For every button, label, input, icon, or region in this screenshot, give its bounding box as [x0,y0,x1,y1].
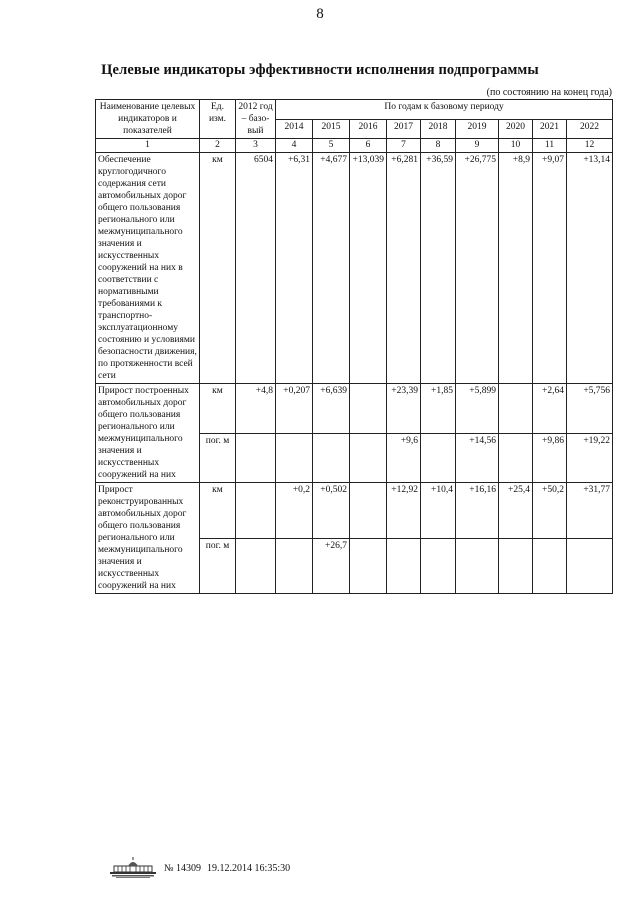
column-numbers-row [96,139,613,153]
column-number: 2 [200,139,236,153]
indicators-table [95,99,613,594]
column-number: 5 [313,139,350,153]
header-year: 2020 [499,119,533,139]
year-value-cell [387,538,421,594]
column-number: 8 [421,139,456,153]
footer-doc-number: № 14309 [164,862,202,874]
page-number: 8 [316,6,324,22]
header-year: 2015 [313,119,350,139]
table-row [96,153,613,384]
year-value-cell: +9,6 [387,433,421,483]
year-value-cell: +4,677 [313,153,350,384]
header-year: 2018 [421,119,456,139]
year-value-cell [499,433,533,483]
column-number: 1 [96,139,200,153]
year-value-cell: +16,16 [456,483,499,539]
year-value-cell [499,384,533,434]
year-value-cell: +36,59 [421,153,456,384]
unit-cell: км [200,384,236,434]
header-year: 2019 [456,119,499,139]
column-number: 10 [499,139,533,153]
base-value-cell: 6504 [236,153,276,384]
year-value-cell: +14,56 [456,433,499,483]
footer-datetime: 19.12.2014 16:35:30 [207,862,291,874]
year-value-cell: +19,22 [567,433,613,483]
year-value-cell: +9,86 [533,433,567,483]
year-value-cell [350,384,387,434]
header-year: 2016 [350,119,387,139]
year-value-cell [456,538,499,594]
header-year: 2022 [567,119,613,139]
year-value-cell: +13,039 [350,153,387,384]
column-number: 12 [567,139,613,153]
year-value-cell: +13,14 [567,153,613,384]
year-value-cell: +8,9 [499,153,533,384]
base-value-cell [236,433,276,483]
year-value-cell: +6,31 [276,153,313,384]
year-value-cell: +5,756 [567,384,613,434]
year-value-cell: +0,502 [313,483,350,539]
year-value-cell: +9,07 [533,153,567,384]
column-number: 11 [533,139,567,153]
column-number: 9 [456,139,499,153]
year-value-cell [567,538,613,594]
year-value-cell [350,433,387,483]
document-title: Целевые индикаторы эффективности исполнения подпрограммы [101,62,539,78]
base-value-cell: +4,8 [236,384,276,434]
document-subtitle: (по состоянию на конец года) [486,87,612,98]
year-value-cell: +0,2 [276,483,313,539]
footer [108,857,290,879]
year-value-cell: +6,639 [313,384,350,434]
year-value-cell: +6,281 [387,153,421,384]
indicator-name: Обеспечение круглогодичного содержания сети автомобильных дорог общего пользования регионального или межмуниципального значения и искусственных сооружений на них в соответствии с нормативными требованиями к транспортно-эксплуатационному состоянию и условиями безопасности движения, по протяженности всей сети [96,153,200,384]
year-value-cell: +5,899 [456,384,499,434]
base-value-cell [236,483,276,539]
indicator-name: Прирост реконструированных автомобильных дорог общего пользования регионального или межмуниципального значения и искусственных сооружений на них [96,483,200,594]
header-unit: Ед. изм. [200,100,236,139]
header-year: 2021 [533,119,567,139]
year-value-cell: +1,85 [421,384,456,434]
year-value-cell [533,538,567,594]
unit-cell: км [200,153,236,384]
year-value-cell [350,483,387,539]
header-name: Наименование целевых индикаторов и показателей [96,100,200,139]
header-row-1 [96,100,613,120]
header-year: 2017 [387,119,421,139]
year-value-cell [276,433,313,483]
year-value-cell [276,538,313,594]
year-value-cell [421,538,456,594]
year-value-cell: +26,7 [313,538,350,594]
year-value-cell [499,538,533,594]
year-value-cell: +2,64 [533,384,567,434]
column-number: 3 [236,139,276,153]
year-value-cell: +31,77 [567,483,613,539]
base-value-cell [236,538,276,594]
year-value-cell [313,433,350,483]
unit-cell: пог. м [200,538,236,594]
table-row [96,384,613,434]
column-number: 7 [387,139,421,153]
year-value-cell: +12,92 [387,483,421,539]
year-value-cell [350,538,387,594]
table-row [96,483,613,539]
unit-cell: км [200,483,236,539]
unit-cell: пог. м [200,433,236,483]
table-body [96,153,613,594]
year-value-cell: +25,4 [499,483,533,539]
year-value-cell: +26,775 [456,153,499,384]
year-value-cell: +0,207 [276,384,313,434]
year-value-cell: +10,4 [421,483,456,539]
year-value-cell [421,433,456,483]
header-base-year: 2012 год – базо-вый [236,100,276,139]
header-years-group: По годам к базовому периоду [276,100,613,120]
government-building-logo-icon [108,857,158,879]
column-number: 6 [350,139,387,153]
year-value-cell: +50,2 [533,483,567,539]
column-number: 4 [276,139,313,153]
header-year: 2014 [276,119,313,139]
indicator-name: Прирост построенных автомобильных дорог общего пользования регионального или межмуниципального значения и искусственных сооружений на них [96,384,200,483]
year-value-cell: +23,39 [387,384,421,434]
